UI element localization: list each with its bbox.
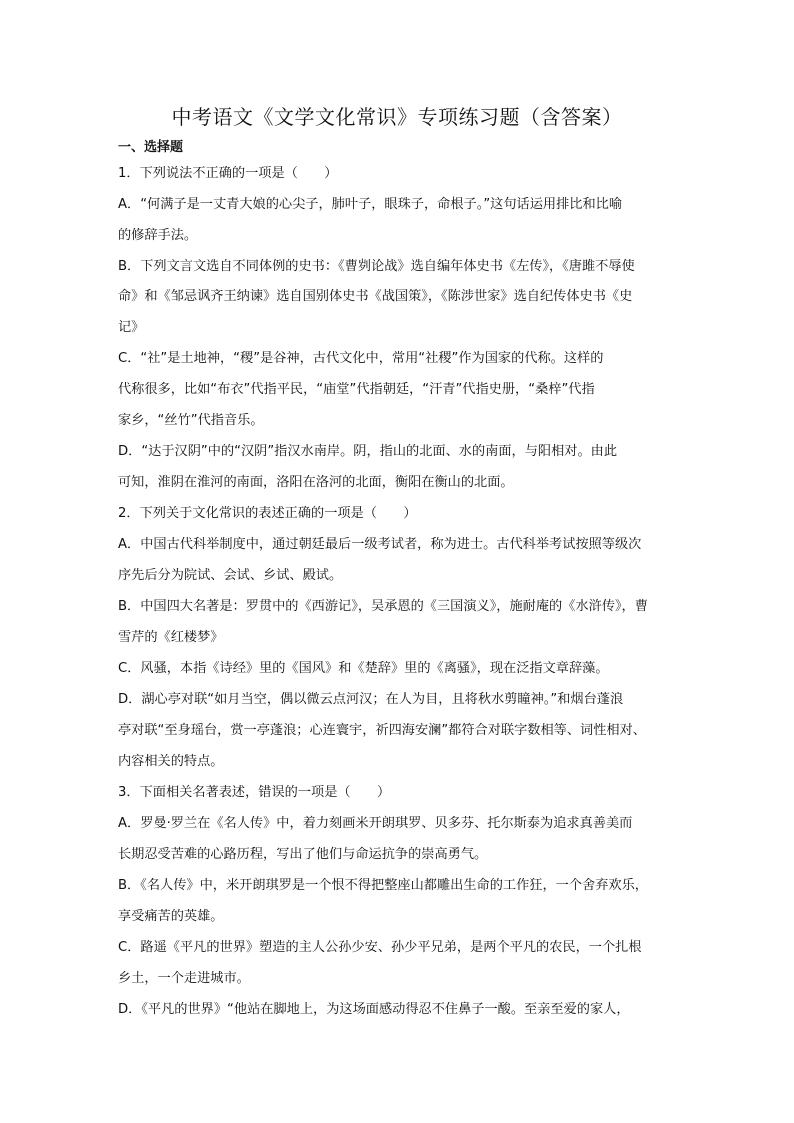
q3-option-b-cont: 享受痛苦的英雄。 — [118, 909, 224, 924]
q1-option-d: D．“达于汉阴”中的“汉阴”指汉水南岸。阴，指山的北面、水的南面，与阳相对。由此 — [118, 444, 618, 459]
q1-option-c: C．“社”是土地神，“稷”是谷神，古代文化中，常用“社稷”作为国家的代称。这样的 — [118, 351, 604, 366]
q1-option-b: B．下列文言文选自不同体例的史书：《曹刿论战》选自编年体史书《左传》，《唐雎不辱使 — [118, 259, 635, 274]
document-title: 中考语文《文学文化常识》专项练习题（含答案） — [171, 105, 623, 129]
q2-option-c: C．风骚，本指《诗经》里的《国风》和《楚辞》里的《离骚》，现在泛指文章辞藻。 — [118, 661, 609, 676]
q1-option-b-cont: 命》和《邹忌讽齐王纳谏》选自国别体史书《战国策》，《陈涉世家》选自纪传体史书《史 — [118, 289, 633, 304]
q2-option-b-cont: 雪芹的《红楼梦》 — [118, 630, 224, 645]
q3-option-d: D．《平凡的世界》“他站在脚地上，为这场面感动得忍不住鼻子一酸。至亲至爱的家人， — [118, 1002, 630, 1017]
section-heading: 一、选择题 — [118, 140, 184, 155]
q2-option-b: B．中国四大名著是：罗贯中的《西游记》，吴承恩的《三国演义》，施耐庵的《水浒传》，曹 — [118, 599, 648, 614]
question-1: 1．下列说法不正确的一项是（ ） — [118, 166, 338, 181]
q2-option-a: A．中国古代科举制度中，通过朝廷最后一级考试者，称为进士。古代科举考试按照等级次 — [118, 537, 642, 552]
q1-option-d-cont: 可知，淮阴在淮河的南面，洛阳在洛河的北面，衡阳在衡山的北面。 — [118, 475, 514, 490]
question-2: 2．下列关于文化常识的表述正确的一项是（ ） — [118, 506, 417, 521]
question-3: 3．下面相关名著表述，错误的一项是（ ） — [118, 785, 391, 800]
q2-option-d-cont: 内容相关的特点。 — [118, 754, 224, 769]
q1-option-c-cont: 家乡，“丝竹”代指音乐。 — [118, 413, 264, 428]
q3-option-c: C．路遥《平凡的世界》塑造的主人公孙少安、孙少平兄弟，是两个平凡的农民，一个扎根 — [118, 940, 642, 955]
q1-option-a-cont: 的修辞手法。 — [118, 228, 198, 243]
q1-option-a: A．“何满子是一丈青大娘的心尖子，肺叶子，眼珠子，命根子。”这句话运用排比和比喻 — [118, 197, 623, 212]
q1-option-b-cont: 记》 — [118, 320, 145, 335]
q2-option-d: D．湖心亭对联“如月当空，偶以微云点河汉；在人为目，且将秋水剪瞳神。”和烟台蓬浪 — [118, 692, 624, 707]
q1-option-c-cont: 代称很多，比如“布衣”代指平民，“庙堂”代指朝廷，“汗青”代指史册，“桑梓”代指 — [118, 382, 595, 397]
q2-option-d-cont: 亭对联“至身瑶台，赏一亭蓬浪；心连寰宇，祈四海安澜”都符合对联字数相等、词性相对、 — [118, 723, 646, 738]
q3-option-b: B．《名人传》中，米开朗琪罗是一个恨不得把整座山都雕出生命的工作狂，一个舍弃欢乐， — [118, 878, 648, 893]
q3-option-a: A．罗曼·罗兰在《名人传》中，着力刻画米开朗琪罗、贝多芬、托尔斯泰为追求真善美而 — [118, 816, 633, 831]
q2-option-a-cont: 序先后分为院试、会试、乡试、殿试。 — [118, 568, 343, 583]
q3-option-a-cont: 长期忍受苦难的心路历程，写出了他们与命运抗争的崇高勇气。 — [118, 847, 488, 862]
q3-option-c-cont: 乡土，一个走进城市。 — [118, 971, 250, 986]
